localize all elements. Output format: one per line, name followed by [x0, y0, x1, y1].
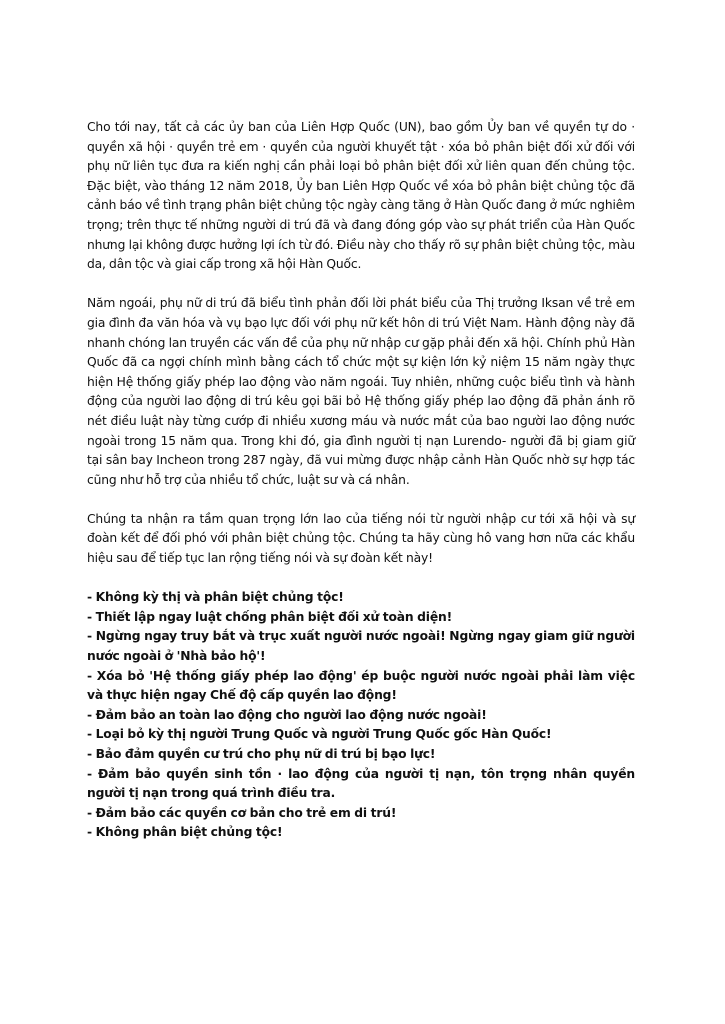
document-page [87, 118, 635, 843]
paragraph-un-committees: Cho tới nay, tất cả các ủy ban của Liên Hợp Quốc (UN), bao gồm Ủy ban về quyền tự do · quyền xã hội · quyền trẻ em · quyền của người khuyết tật · xóa bỏ phân biệt đối xử đối với phụ nữ liên tục đưa ra kiến nghị cần phải loại bỏ phân biệt đối xử liên quan đến chủng tộc. Đặc biệt, vào tháng 12 năm 2018, Ủy ban Liên Hợp Quốc về xóa bỏ phân biệt chủng tộc đã cảnh báo về tình trạng phân biệt chủng tộc ngày càng tăng ở Hàn Quốc đang ở mức nghiêm trọng; trên thực tế những người di trú đã và đang đóng góp vào sự phát triển của Hàn Quốc nhưng lại không được hưởng lợi ích từ đó. Điều này cho thấy rõ sự phân biệt chủng tộc, màu da, dân tộc và giai cấp trong xã hội Hàn Quốc. [87, 120, 635, 272]
demand-item: - Thiết lập ngay luật chống phân biệt đối xử toàn diện! [87, 609, 453, 624]
demand-item: - Loại bỏ kỳ thị người Trung Quốc và người Trung Quốc gốc Hàn Quốc! [87, 727, 552, 742]
demands-list [87, 588, 635, 843]
paragraph-call-to-action: Chúng ta nhận ra tầm quan trọng lớn lao của tiếng nói từ người nhập cư tới xã hội và sự đoàn kết để đối phó với phân biệt chủng tộc. Chúng ta hãy cùng hô vang hơn nữa các khẩu hiệu sau để tiếp tục lan rộng tiếng nói và sự đoàn kết này! [87, 511, 635, 566]
demand-item: - Đảm bảo các quyền cơ bản cho trẻ em di trú! [87, 805, 397, 820]
paragraph-last-year-events: Năm ngoái, phụ nữ di trú đã biểu tình phản đối lời phát biểu của Thị trưởng Iksan về trẻ em gia đình đa văn hóa và vụ bạo lực đối với phụ nữ kết hôn di trú Việt Nam. Hành động này đã nhanh chóng lan truyền các vấn đề của phụ nữ nhập cư gặp phải đến xã hội. Chính phủ Hàn Quốc đã ca ngợi chính mình bằng cách tổ chức một sự kiện lớn kỷ niệm 15 năm ngày thực hiện Hệ thống giấy phép lao động vào năm ngoái. Tuy nhiên, những cuộc biểu tình và hành động của người lao động di trú kêu gọi bãi bỏ Hệ thống giấy phép lao động đã phản ánh rõ nét điều luật này từng cướp đi nhiều xương máu và nước mắt của bao người lao động nước ngoài trong 15 năm qua. Trong khi đó, gia đình người tị nạn Lurendo- người đã bị giam giữ tại sân bay Incheon trong 287 ngày, đã vui mừng được nhập cảnh Hàn Quốc nhờ sự hợp tác cũng như hỗ trợ của nhiều tổ chức, luật sư và cá nhân. [87, 296, 635, 487]
demand-item: - Không phân biệt chủng tộc! [87, 825, 283, 840]
demand-item: - Ngừng ngay truy bắt và trục xuất người nước ngoài! Ngừng ngay giam giữ người nước ngoài ở 'Nhà bảo hộ'! [87, 629, 635, 664]
demand-item: - Bảo đảm quyền cư trú cho phụ nữ di trú bị bạo lực! [87, 747, 436, 761]
demand-item: - Đảm bảo quyền sinh tồn · lao động của người tị nạn, tôn trọng nhân quyền người tị nạn trong quá trình điều tra. [87, 766, 635, 801]
demand-item: - Xóa bỏ 'Hệ thống giấy phép lao động' ép buộc người nước ngoài phải làm việc và thực hiện ngay Chế độ cấp quyền lao động! [87, 668, 635, 703]
demand-item: - Không kỳ thị và phân biệt chủng tộc! [87, 590, 344, 605]
demand-item: - Đảm bảo an toàn lao động cho người lao động nước ngoài! [87, 707, 487, 722]
